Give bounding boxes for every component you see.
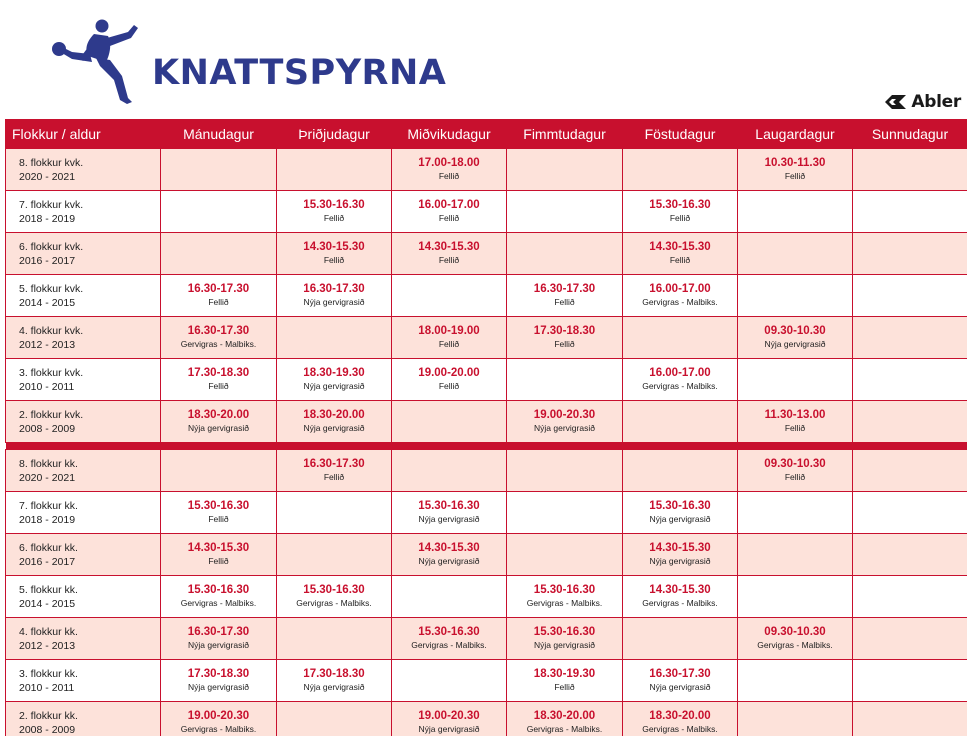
schedule-cell	[507, 660, 623, 702]
session-location: Fellið	[208, 381, 229, 391]
section-divider-cell	[6, 443, 967, 450]
group-name: 4. flokkur kvk.	[19, 324, 84, 337]
group-years: 2010 - 2011	[19, 380, 75, 393]
group-cell	[6, 702, 161, 736]
schedule-cell	[738, 317, 853, 359]
session-location: Gervigras - Malbiks.	[642, 598, 718, 608]
session-location: Nýja gervigrasið	[534, 423, 595, 433]
session-time: 18.00-19.00	[418, 325, 480, 337]
schedule-cell	[161, 702, 277, 736]
sponsor-name: Abler	[911, 92, 961, 112]
schedule-cell	[507, 191, 623, 233]
schedule-body	[6, 149, 967, 736]
column-header-group: Flokkur / aldur	[6, 120, 161, 149]
schedule-cell	[853, 317, 967, 359]
session-location: Fellið	[208, 514, 229, 524]
session-time: 19.00-20.30	[187, 710, 250, 722]
schedule-cell	[161, 576, 277, 618]
session-location: Nýja gervigrasið	[303, 682, 365, 692]
schedule-cell	[277, 275, 392, 317]
session-time: 18.30-20.00	[187, 409, 250, 421]
schedule-cell	[623, 191, 738, 233]
schedule-cell	[161, 660, 277, 702]
session-location: Gervigras - Malbiks.	[180, 724, 257, 734]
schedule-cell	[853, 233, 967, 275]
schedule-cell	[392, 534, 507, 576]
schedule-cell	[392, 359, 507, 401]
session-time: 09.30-10.30	[764, 325, 826, 337]
table-row	[6, 492, 967, 534]
group-years: 2018 - 2019	[19, 513, 76, 526]
schedule-cell	[623, 233, 738, 275]
session-time: 15.30-16.30	[649, 199, 711, 211]
schedule-cell	[853, 702, 967, 736]
group-years: 2018 - 2019	[19, 212, 76, 225]
schedule-cell	[507, 576, 623, 618]
schedule-cell	[161, 401, 277, 443]
group-name: 2. flokkur kvk.	[19, 408, 84, 421]
session-time: 18.30-19.30	[533, 668, 596, 680]
schedule-cell	[507, 317, 623, 359]
schedule-cell	[392, 233, 507, 275]
session-location: Gervigras - Malbiks.	[180, 598, 257, 608]
table-row	[6, 660, 967, 702]
schedule-cell	[277, 359, 392, 401]
schedule-cell	[392, 191, 507, 233]
session-location: Nýja gervigrasið	[764, 339, 826, 349]
table-row	[6, 149, 967, 191]
session-time: 17.00-18.00	[418, 157, 480, 169]
group-cell	[6, 317, 161, 359]
page-title: KNATTSPYRNA	[152, 53, 447, 93]
schedule-cell	[738, 492, 853, 534]
session-time: 16.30-17.30	[533, 283, 596, 295]
session-time: 14.30-15.30	[187, 542, 250, 554]
group-name: 6. flokkur kk.	[19, 541, 78, 554]
session-location: Gervigras - Malbiks.	[757, 640, 833, 650]
session-time: 15.30-16.30	[303, 584, 365, 596]
section-divider	[6, 443, 967, 450]
session-location: Gervigras - Malbiks.	[180, 339, 257, 349]
column-header-day: Mánudagur	[161, 120, 277, 149]
session-location: Fellið	[438, 255, 460, 265]
schedule-cell	[507, 401, 623, 443]
session-time: 17.30-18.30	[187, 668, 250, 680]
session-time: 09.30-10.30	[764, 458, 826, 470]
session-location: Gervigras - Malbiks.	[642, 381, 718, 391]
column-header-day: Þriðjudagur	[277, 120, 392, 149]
schedule-cell	[507, 702, 623, 736]
group-cell	[6, 618, 161, 660]
group-name: 6. flokkur kvk.	[19, 240, 84, 253]
group-years: 2008 - 2009	[19, 422, 76, 435]
session-time: 16.30-17.30	[187, 325, 250, 337]
schedule-cell	[623, 702, 738, 736]
session-location: Fellið	[784, 472, 806, 482]
session-location: Nýja gervigrasið	[303, 423, 365, 433]
column-header-day: Fimmtudagur	[507, 120, 623, 149]
group-cell	[6, 450, 161, 492]
group-name: 5. flokkur kvk.	[19, 282, 84, 295]
session-time: 14.30-15.30	[303, 241, 365, 253]
session-time: 11.30-13.00	[764, 409, 826, 421]
table-row	[6, 534, 967, 576]
session-location: Nýja gervigrasið	[188, 682, 249, 692]
group-name: 7. flokkur kk.	[19, 499, 78, 512]
schedule-cell	[623, 401, 738, 443]
session-time: 10.30-11.30	[764, 157, 826, 169]
session-location: Nýja gervigrasið	[303, 381, 365, 391]
schedule-cell	[161, 275, 277, 317]
schedule-cell	[507, 534, 623, 576]
column-header-day: Sunnudagur	[853, 120, 967, 149]
table-row	[6, 233, 967, 275]
table-row	[6, 191, 967, 233]
schedule-cell	[738, 191, 853, 233]
session-location: Fellið	[438, 339, 460, 349]
group-years: 2012 - 2013	[19, 639, 76, 652]
group-years: 2014 - 2015	[19, 597, 76, 610]
group-years: 2020 - 2021	[19, 471, 76, 484]
schedule-cell	[853, 401, 967, 443]
schedule-cell	[277, 702, 392, 736]
session-time: 15.30-16.30	[187, 584, 250, 596]
group-years: 2008 - 2009	[19, 723, 76, 736]
session-location: Fellið	[323, 213, 345, 223]
schedule-cell	[161, 450, 277, 492]
session-location: Fellið	[208, 297, 229, 307]
schedule-cell	[507, 275, 623, 317]
schedule-cell	[277, 492, 392, 534]
soccer-player-icon	[50, 18, 142, 106]
table-row	[6, 275, 967, 317]
group-cell	[6, 576, 161, 618]
group-cell	[6, 359, 161, 401]
column-header-day: Laugardagur	[738, 120, 853, 149]
session-location: Nýja gervigrasið	[303, 297, 365, 307]
session-location: Fellið	[669, 255, 691, 265]
schedule-cell	[853, 492, 967, 534]
schedule-cell	[853, 576, 967, 618]
session-time: 15.30-16.30	[187, 500, 250, 512]
schedule-cell	[392, 660, 507, 702]
schedule-cell	[623, 359, 738, 401]
group-name: 3. flokkur kk.	[19, 667, 78, 680]
session-time: 19.00-20.30	[533, 409, 596, 421]
schedule-cell	[277, 149, 392, 191]
session-time: 15.30-16.30	[418, 626, 480, 638]
schedule-cell	[738, 450, 853, 492]
schedule-cell	[853, 275, 967, 317]
schedule-cell	[853, 618, 967, 660]
session-location: Nýja gervigrasið	[418, 556, 480, 566]
group-name: 8. flokkur kk.	[19, 457, 78, 470]
session-location: Nýja gervigrasið	[649, 514, 711, 524]
session-location: Fellið	[784, 171, 806, 181]
schedule-cell	[738, 618, 853, 660]
group-years: 2012 - 2013	[19, 338, 76, 351]
schedule-cell	[738, 660, 853, 702]
column-header-day: Miðvikudagur	[392, 120, 507, 149]
schedule-cell	[277, 618, 392, 660]
session-time: 14.30-15.30	[649, 241, 711, 253]
session-time: 16.30-17.30	[649, 668, 711, 680]
schedule-cell	[853, 534, 967, 576]
group-name: 2. flokkur kk.	[19, 709, 78, 722]
group-years: 2014 - 2015	[19, 296, 76, 309]
schedule-cell	[161, 191, 277, 233]
group-name: 4. flokkur kk.	[19, 625, 78, 638]
schedule-cell	[161, 618, 277, 660]
session-time: 16.30-17.30	[303, 283, 365, 295]
session-time: 15.30-16.30	[649, 500, 711, 512]
session-location: Nýja gervigrasið	[534, 640, 595, 650]
session-location: Fellið	[669, 213, 691, 223]
session-location: Fellið	[323, 472, 345, 482]
schedule-cell	[277, 576, 392, 618]
session-time: 16.30-17.30	[303, 458, 365, 470]
session-location: Nýja gervigrasið	[649, 682, 711, 692]
schedule-cell	[623, 534, 738, 576]
schedule-cell	[738, 401, 853, 443]
schedule-cell	[623, 576, 738, 618]
session-time: 19.00-20.00	[418, 367, 480, 379]
group-cell	[6, 401, 161, 443]
table-row	[6, 359, 967, 401]
group-name: 8. flokkur kvk.	[19, 156, 84, 169]
schedule-cell	[507, 149, 623, 191]
session-time: 14.30-15.30	[649, 584, 711, 596]
schedule-cell	[738, 359, 853, 401]
schedule-cell	[507, 233, 623, 275]
session-location: Nýja gervigrasið	[188, 423, 249, 433]
schedule-cell	[738, 275, 853, 317]
table-row	[6, 401, 967, 443]
session-location: Fellið	[784, 423, 806, 433]
sponsor-logo	[883, 92, 961, 112]
group-cell	[6, 534, 161, 576]
schedule-cell	[623, 492, 738, 534]
group-cell	[6, 275, 161, 317]
schedule-cell	[392, 702, 507, 736]
schedule-cell	[392, 317, 507, 359]
schedule-cell	[392, 618, 507, 660]
session-time: 16.00-17.00	[649, 367, 711, 379]
schedule-cell	[277, 317, 392, 359]
schedule-cell	[161, 534, 277, 576]
group-cell	[6, 149, 161, 191]
session-time: 16.30-17.30	[187, 626, 250, 638]
schedule-cell	[161, 233, 277, 275]
session-location: Fellið	[554, 682, 575, 692]
table-row	[6, 317, 967, 359]
schedule-cell	[738, 233, 853, 275]
schedule-cell	[507, 618, 623, 660]
session-time: 17.30-18.30	[303, 668, 365, 680]
session-time: 16.30-17.30	[187, 283, 250, 295]
table-header-row	[6, 120, 967, 149]
session-time: 19.00-20.30	[418, 710, 480, 722]
schedule-cell	[277, 534, 392, 576]
session-location: Nýja gervigrasið	[188, 640, 249, 650]
schedule-cell	[277, 233, 392, 275]
session-location: Gervigras - Malbiks.	[411, 640, 487, 650]
group-years: 2016 - 2017	[19, 555, 76, 568]
group-cell	[6, 233, 161, 275]
session-time: 09.30-10.30	[764, 626, 826, 638]
schedule-cell	[277, 450, 392, 492]
schedule-cell	[853, 149, 967, 191]
schedule-cell	[392, 576, 507, 618]
group-cell	[6, 660, 161, 702]
session-location: Nýja gervigrasið	[418, 514, 480, 524]
session-time: 14.30-15.30	[418, 241, 480, 253]
schedule-cell	[853, 191, 967, 233]
schedule-cell	[392, 401, 507, 443]
training-schedule-table	[5, 119, 967, 736]
session-location: Nýja gervigrasið	[418, 724, 480, 734]
schedule-cell	[623, 317, 738, 359]
session-time: 15.30-16.30	[533, 626, 596, 638]
session-time: 14.30-15.30	[649, 542, 711, 554]
schedule-cell	[507, 450, 623, 492]
schedule-cell	[623, 618, 738, 660]
session-time: 16.00-17.00	[418, 199, 480, 211]
page-header	[0, 0, 967, 118]
schedule-cell	[161, 149, 277, 191]
abler-logo-icon	[883, 93, 908, 111]
schedule-cell	[623, 450, 738, 492]
schedule-cell	[277, 401, 392, 443]
table-row	[6, 450, 967, 492]
session-time: 17.30-18.30	[533, 325, 596, 337]
session-time: 18.30-20.00	[533, 710, 596, 722]
group-name: 3. flokkur kvk.	[19, 366, 84, 379]
group-years: 2020 - 2021	[19, 170, 76, 183]
session-time: 15.30-16.30	[303, 199, 365, 211]
schedule-cell	[738, 576, 853, 618]
schedule-cell	[161, 359, 277, 401]
session-time: 18.30-20.00	[649, 710, 711, 722]
session-time: 18.30-20.00	[303, 409, 365, 421]
schedule-cell	[853, 450, 967, 492]
session-time: 14.30-15.30	[418, 542, 480, 554]
schedule-cell	[392, 450, 507, 492]
schedule-cell	[392, 149, 507, 191]
schedule-cell	[623, 275, 738, 317]
session-time: 15.30-16.30	[533, 584, 596, 596]
column-header-day: Föstudagur	[623, 120, 738, 149]
schedule-cell	[507, 359, 623, 401]
group-name: 5. flokkur kk.	[19, 583, 78, 596]
session-time: 16.00-17.00	[649, 283, 711, 295]
group-cell	[6, 191, 161, 233]
schedule-cell	[392, 492, 507, 534]
schedule-cell	[738, 534, 853, 576]
group-years: 2016 - 2017	[19, 254, 76, 267]
group-name: 7. flokkur kvk.	[19, 198, 84, 211]
session-location: Gervigras - Malbiks.	[526, 598, 603, 608]
session-location: Fellið	[438, 213, 460, 223]
session-location: Nýja gervigrasið	[649, 556, 711, 566]
schedule-cell	[277, 191, 392, 233]
session-location: Gervigras - Malbiks.	[642, 297, 718, 307]
session-time: 15.30-16.30	[418, 500, 480, 512]
schedule-cell	[853, 359, 967, 401]
session-time: 18.30-19.30	[303, 367, 365, 379]
schedule-cell	[507, 492, 623, 534]
schedule-cell	[277, 660, 392, 702]
group-years: 2010 - 2011	[19, 681, 75, 694]
table-row	[6, 576, 967, 618]
schedule-cell	[623, 149, 738, 191]
schedule-cell	[853, 660, 967, 702]
session-location: Fellið	[438, 381, 460, 391]
table-row	[6, 618, 967, 660]
session-time: 17.30-18.30	[187, 367, 250, 379]
schedule-cell	[623, 660, 738, 702]
group-cell	[6, 492, 161, 534]
session-location: Gervigras - Malbiks.	[642, 724, 718, 734]
schedule-cell	[161, 317, 277, 359]
session-location: Gervigras - Malbiks.	[296, 598, 372, 608]
table-row	[6, 702, 967, 736]
session-location: Fellið	[554, 339, 575, 349]
session-location: Fellið	[554, 297, 575, 307]
session-location: Gervigras - Malbiks.	[526, 724, 603, 734]
session-location: Fellið	[323, 255, 345, 265]
schedule-cell	[738, 149, 853, 191]
schedule-cell	[738, 702, 853, 736]
session-location: Fellið	[208, 556, 229, 566]
schedule-cell	[392, 275, 507, 317]
session-location: Fellið	[438, 171, 460, 181]
schedule-cell	[161, 492, 277, 534]
